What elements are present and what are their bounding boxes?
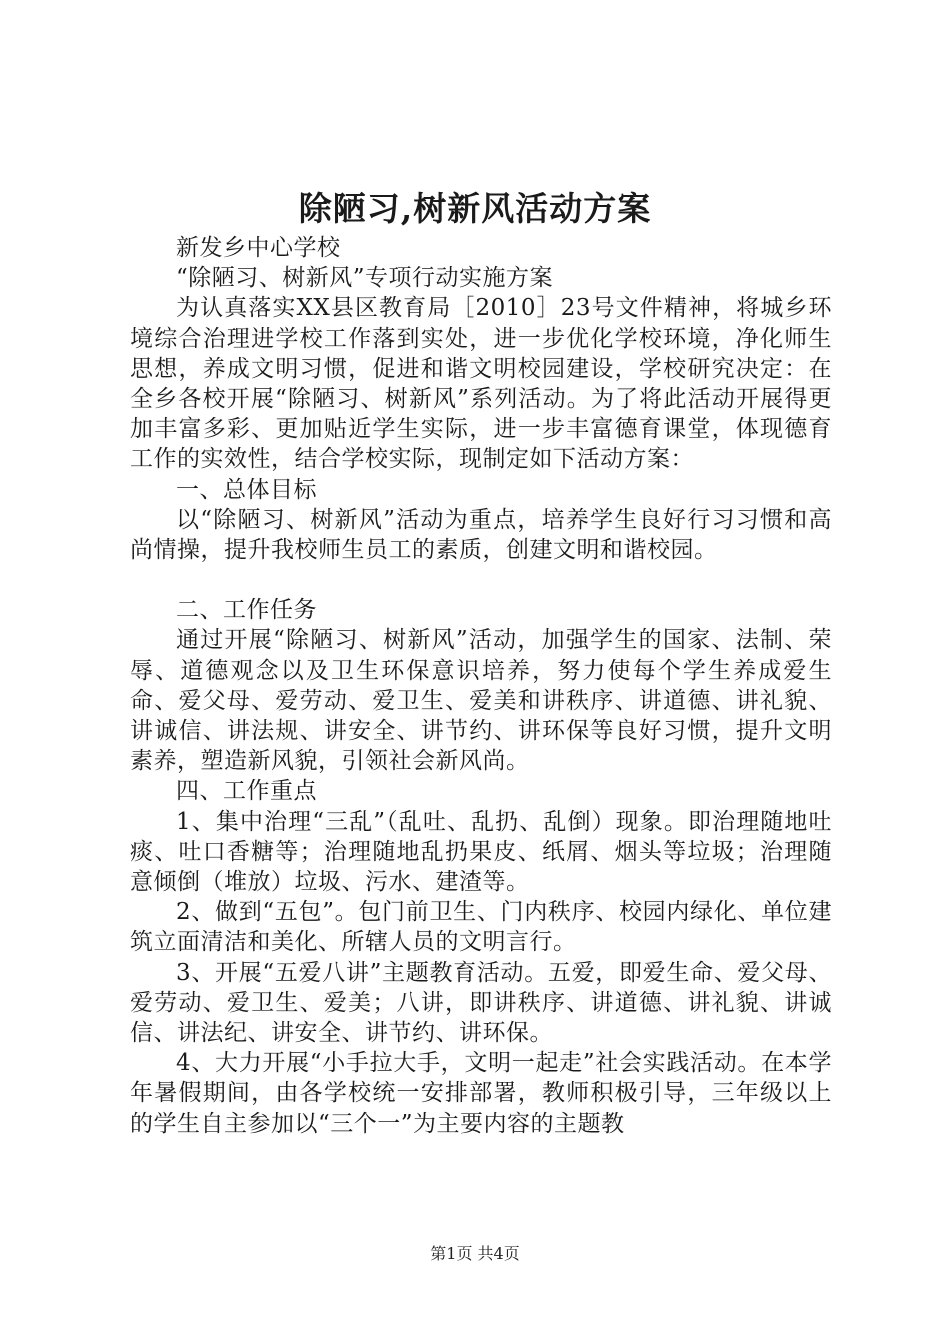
paragraph-focus-4: 4、大力开展“小手拉大手，文明一起走”社会实践活动。在本学年暑假期间，由各学校统一安排部署，教师积极引导，三年级以上的学生自主参加以“三个一”为主要内容的主题教	[130, 1050, 832, 1137]
paragraph-school-name: 新发乡中心学校	[176, 235, 341, 261]
document-title: 除陋习,树新风活动方案	[298, 189, 652, 228]
paragraph-focus-1: 1、集中治理“三乱”（乱吐、乱扔、乱倒）现象。即治理随地吐痰、吐口香糖等；治理随地乱扔果皮、纸屑、烟头等垃圾；治理随意倾倒（堆放）垃圾、污水、建渣等。	[130, 808, 832, 896]
page-indicator: 第1页 共4页	[430, 1244, 520, 1263]
paragraph-tasks: 通过开展“除陋习、树新风”活动，加强学生的国家、法制、荣辱、道德观念以及卫生环保意识培养，努力使每个学生养成爱生命、爱父母、爱劳动、爱卫生、爱美和讲秩序、讲道德、讲礼貌、讲诚信、讲法规、讲安全、讲节约、讲环保等良好习惯，提升文明素养，塑造新风貌，引领社会新风尚。	[130, 627, 832, 775]
section-heading-focus: 四、工作重点	[176, 778, 317, 805]
document-body	[130, 233, 832, 1139]
paragraph-goal: 以“除陋习、树新风”活动为重点，培养学生良好行习习惯和高尚情操，提升我校师生员工的素质，创建文明和谐校园。	[130, 506, 832, 564]
paragraph-plan-name: “除陋习、树新风”专项行动实施方案	[176, 265, 554, 292]
paragraph-focus-2: 2、做到“五包”。包门前卫生、门内秩序、校园内绿化、单位建筑立面清洁和美化、所辖人员的文明言行。	[130, 899, 832, 956]
section-heading-tasks: 二、工作任务	[176, 597, 317, 624]
paragraph-intro: 为认真落实XX县区教育局［2010］23号文件精神，将城乡环境综合治理进学校工作落到实处，进一步优化学校环境，净化师生思想，养成文明习惯，促进和谐文明校园建设，学校研究决定：在全乡各校开展“除陋习、树新风”系列活动。为了将此活动开展得更加丰富多彩、更加贴近学生实际，进一步丰富德育课堂，体现德育工作的实效性，结合学校实际，现制定如下活动方案：	[130, 295, 832, 473]
paragraph-focus-3: 3、开展“五爱八讲”主题教育活动。五爱，即爱生命、爱父母、爱劳动、爱卫生、爱美；八讲，即讲秩序、讲道德、讲礼貌、讲诚信、讲法纪、讲安全、讲节约、讲环保。	[130, 959, 832, 1047]
section-heading-goal: 一、总体目标	[176, 476, 317, 503]
